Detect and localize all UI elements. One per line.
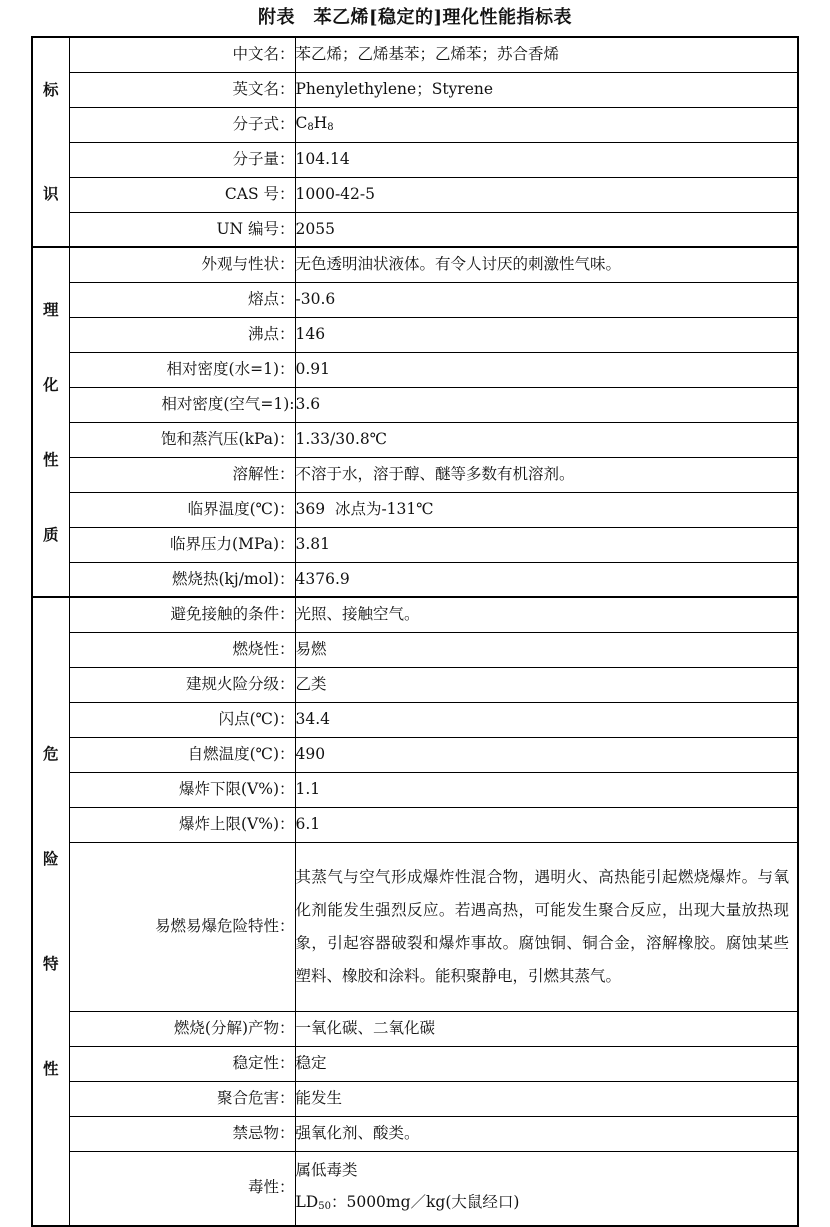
category-char: 特 <box>42 954 59 973</box>
row-value: 不溶于水，溶于醇、醚等多数有机溶剂。 <box>295 457 798 492</box>
table-row <box>32 1046 798 1081</box>
table-row <box>32 72 798 107</box>
category-char: 理 <box>42 299 59 319</box>
table-row <box>32 387 798 422</box>
table-row <box>32 457 798 492</box>
category-char: 质 <box>42 524 59 544</box>
table-row <box>32 282 798 317</box>
row-value: -30.6 <box>295 282 798 317</box>
row-label: 临界温度(℃)： <box>69 492 295 527</box>
row-label: 自燃温度(℃)： <box>69 737 295 772</box>
table-row <box>32 667 798 702</box>
toxicity-class: 属低毒类 <box>295 1160 358 1179</box>
row-value: 4376.9 <box>295 562 798 597</box>
table-row <box>32 107 798 142</box>
row-label: 闪点(℃)： <box>69 702 295 737</box>
category-char: 险 <box>42 849 59 868</box>
table-row <box>32 702 798 737</box>
row-label: UN 编号： <box>69 212 295 247</box>
row-value: 369 冰点为-131℃ <box>295 492 798 527</box>
table-row <box>32 37 798 72</box>
row-value: 34.4 <box>295 702 798 737</box>
row-label: 分子式： <box>69 107 295 142</box>
row-value: 易燃 <box>295 632 798 667</box>
row-value: 146 <box>295 317 798 352</box>
table-row <box>32 422 798 457</box>
category-char: 标 <box>42 80 59 100</box>
row-value: 无色透明油状液体。有令人讨厌的刺激性气味。 <box>295 247 798 282</box>
row-label: 熔点： <box>69 282 295 317</box>
row-value: 490 <box>295 737 798 772</box>
table-row <box>32 842 798 1011</box>
row-label: 爆炸上限(V%)： <box>69 807 295 842</box>
row-label: 稳定性： <box>69 1046 295 1081</box>
row-label: 避免接触的条件： <box>69 597 295 632</box>
table-row <box>32 177 798 212</box>
table-row <box>32 352 798 387</box>
row-label: 沸点： <box>69 317 295 352</box>
row-value: 3.6 <box>295 387 798 422</box>
row-label: 燃烧性： <box>69 632 295 667</box>
row-label: 相对密度(空气=1): <box>69 387 295 422</box>
table-row <box>32 142 798 177</box>
table-row <box>32 597 798 632</box>
row-label: CAS 号： <box>69 177 295 212</box>
table-row <box>32 1116 798 1151</box>
row-value: 6.1 <box>295 807 798 842</box>
category-char: 危 <box>42 744 59 763</box>
table-row <box>32 772 798 807</box>
row-label: 临界压力(MPa)： <box>69 527 295 562</box>
table-row <box>32 492 798 527</box>
row-label: 溶解性： <box>69 457 295 492</box>
table-row <box>32 527 798 562</box>
category-char: 识 <box>42 184 59 204</box>
table-title: 附表 苯乙烯[稳定的]理化性能指标表 <box>257 7 573 28</box>
row-value: 1.1 <box>295 772 798 807</box>
table-row <box>32 737 798 772</box>
table-row <box>32 1011 798 1046</box>
row-value: 强氧化剂、酸类。 <box>295 1116 798 1151</box>
category-identification <box>32 37 69 247</box>
category-char: 性 <box>42 1059 59 1078</box>
row-value: 0.91 <box>295 352 798 387</box>
row-value: 104.14 <box>295 142 798 177</box>
category-char: 化 <box>42 374 59 394</box>
toxicity-ld50: $LD_{50}$：5000mg／kg(大鼠经口) <box>295 1192 520 1212</box>
toxicity-value <box>295 1151 798 1226</box>
table-row <box>32 247 798 282</box>
row-label: 燃烧(分解)产物： <box>69 1011 295 1046</box>
property-table <box>31 36 799 1227</box>
molecular-formula: $C_8H_8$ <box>295 107 798 142</box>
row-value: 其蒸气与空气形成爆炸性混合物，遇明火、高热能引起燃烧爆炸。与氧化剂能发生强烈反应。若遇高热，可能发生聚合反应，出现大量放热现象，引起容器破裂和爆炸事故。腐蚀铜、铜合金，溶解橡胶。腐蚀某些塑料、橡胶和涂料。能积聚静电，引燃其蒸气。 <box>295 842 798 1011</box>
row-value: 稳定 <box>295 1046 798 1081</box>
category-physicochemical <box>32 247 69 597</box>
row-value: 3.81 <box>295 527 798 562</box>
row-label: 燃烧热(kj/mol)： <box>69 562 295 597</box>
row-value: 1.33/30.8℃ <box>295 422 798 457</box>
table-row <box>32 562 798 597</box>
row-label: 外观与性状： <box>69 247 295 282</box>
row-value: 光照、接触空气。 <box>295 597 798 632</box>
table-row <box>32 1081 798 1116</box>
row-label: 易燃易爆危险特性： <box>69 842 295 1011</box>
row-value: 1000-42-5 <box>295 177 798 212</box>
row-label: 饱和蒸汽压(kPa)： <box>69 422 295 457</box>
row-value: 乙类 <box>295 667 798 702</box>
row-label: 禁忌物： <box>69 1116 295 1151</box>
category-hazard <box>32 597 69 1226</box>
row-label: 聚合危害： <box>69 1081 295 1116</box>
row-label: 毒性： <box>69 1151 295 1226</box>
row-label: 建规火险分级： <box>69 667 295 702</box>
category-char: 性 <box>42 449 59 469</box>
table-row <box>32 212 798 247</box>
row-value: 2055 <box>295 212 798 247</box>
row-label: 英文名： <box>69 72 295 107</box>
row-value: Phenylethylene；Styrene <box>295 72 798 107</box>
row-value: 能发生 <box>295 1081 798 1116</box>
table-row <box>32 1151 798 1226</box>
table-row <box>32 632 798 667</box>
row-label: 相对密度(水=1)： <box>69 352 295 387</box>
row-label: 分子量： <box>69 142 295 177</box>
table-row <box>32 317 798 352</box>
row-label: 中文名： <box>69 37 295 72</box>
row-label: 爆炸下限(V%)： <box>69 772 295 807</box>
row-value: 苯乙烯；乙烯基苯；乙烯苯；苏合香烯 <box>295 37 798 72</box>
row-value: 一氧化碳、二氧化碳 <box>295 1011 798 1046</box>
table-row <box>32 807 798 842</box>
